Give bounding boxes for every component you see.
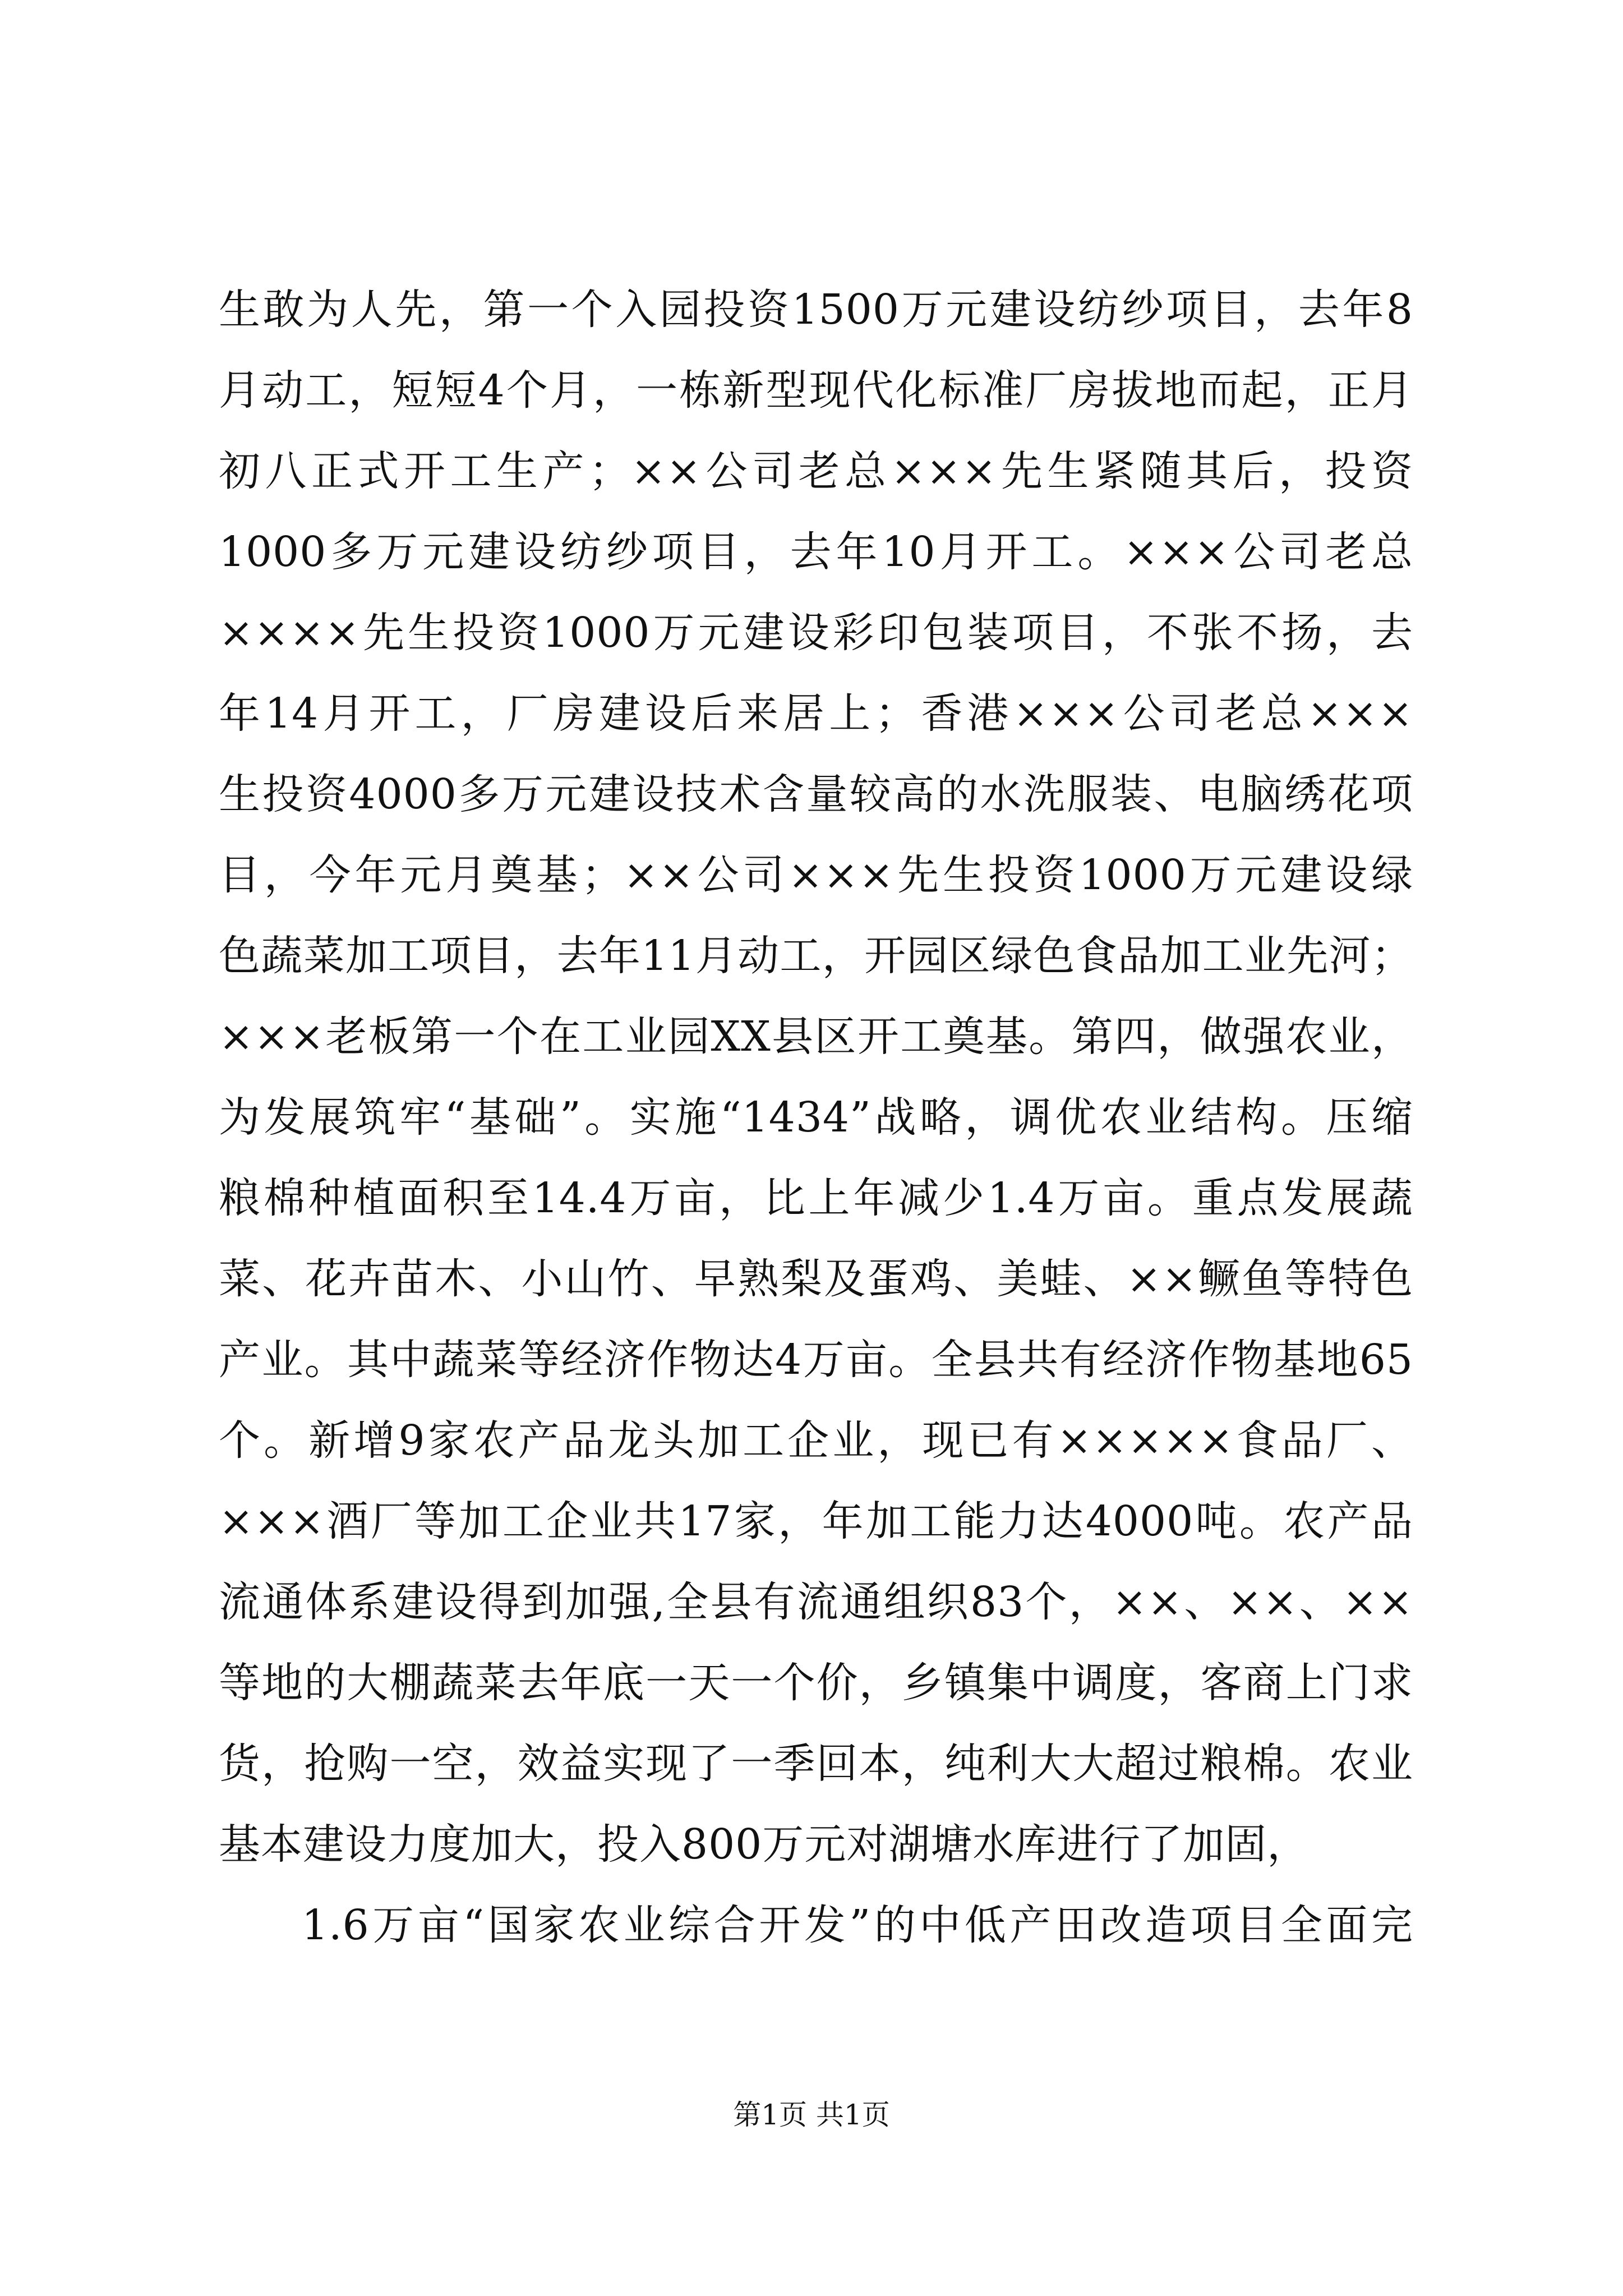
page-footer: [0, 2095, 1623, 2134]
text-line: 产业。其中蔬菜等经济作物达4万亩。全县共有经济作物基地65: [219, 1336, 1413, 1384]
text-line: 等地的大棚蔬菜去年底一天一个价，乡镇集中调度，客商上门求: [219, 1659, 1413, 1707]
text-line: 1000多万元建设纺纱项目，去年10月开工。×××公司老总: [219, 528, 1413, 576]
text-line: 为发展筑牢“基础”。实施“1434”战略，调优农业结构。压缩: [219, 1093, 1413, 1142]
text-line: 初八正式开工生产；××公司老总×××先生紧随其后，投资: [219, 447, 1413, 495]
text-line: 生敢为人先，第一个入园投资1500万元建设纺纱项目，去年8: [219, 286, 1413, 334]
text-line: ××××先生投资1000万元建设彩印包装项目，不张不扬，去: [219, 609, 1413, 657]
text-line: ×××老板第一个在工业园XX县区开工奠基。第四，做强农业，: [219, 1013, 1413, 1061]
text-line: 月动工，短短4个月，一栋新型现代化标准厂房拔地而起，正月: [219, 366, 1413, 415]
paragraph: [219, 1885, 1413, 1966]
text-line: 粮棉种植面积至14.4万亩，比上年减少1.4万亩。重点发展蔬: [219, 1174, 1413, 1222]
text-line: ×××酒厂等加工企业共17家，年加工能力达4000吨。农产品: [219, 1497, 1413, 1545]
page-number: 第1页 共1页: [733, 2099, 890, 2131]
text-line: 色蔬菜加工项目，去年11月动工，开园区绿色食品加工业先河；: [219, 932, 1413, 980]
text-line: 流通体系建设得到加强,全县有流通组织83个，××、××、××: [219, 1578, 1413, 1626]
text-line: 年14月开工，厂房建设后来居上；香港×××公司老总×××: [219, 689, 1413, 738]
paragraph: [219, 269, 1413, 1885]
body-text: [219, 269, 1413, 1966]
text-line: 1.6万亩“国家农业综合开发”的中低产田改造项目全面完: [302, 1901, 1413, 1949]
text-line: 个。新增9家农产品龙头加工企业，现已有×××××食品厂、: [219, 1416, 1413, 1465]
text-line: 目，今年元月奠基；××公司×××先生投资1000万元建设绿: [219, 851, 1413, 899]
text-line: 基本建设力度加大，投入800万元对湖塘水库进行了加固，: [219, 1820, 1310, 1869]
text-line: 菜、花卉苗木、小山竹、早熟梨及蛋鸡、美蛙、××鳜鱼等特色: [219, 1255, 1413, 1303]
text-line: 生投资4000多万元建设技术含量较高的水洗服装、电脑绣花项: [219, 770, 1413, 818]
text-line: 货，抢购一空，效益实现了一季回本，纯利大大超过粮棉。农业: [219, 1740, 1413, 1788]
